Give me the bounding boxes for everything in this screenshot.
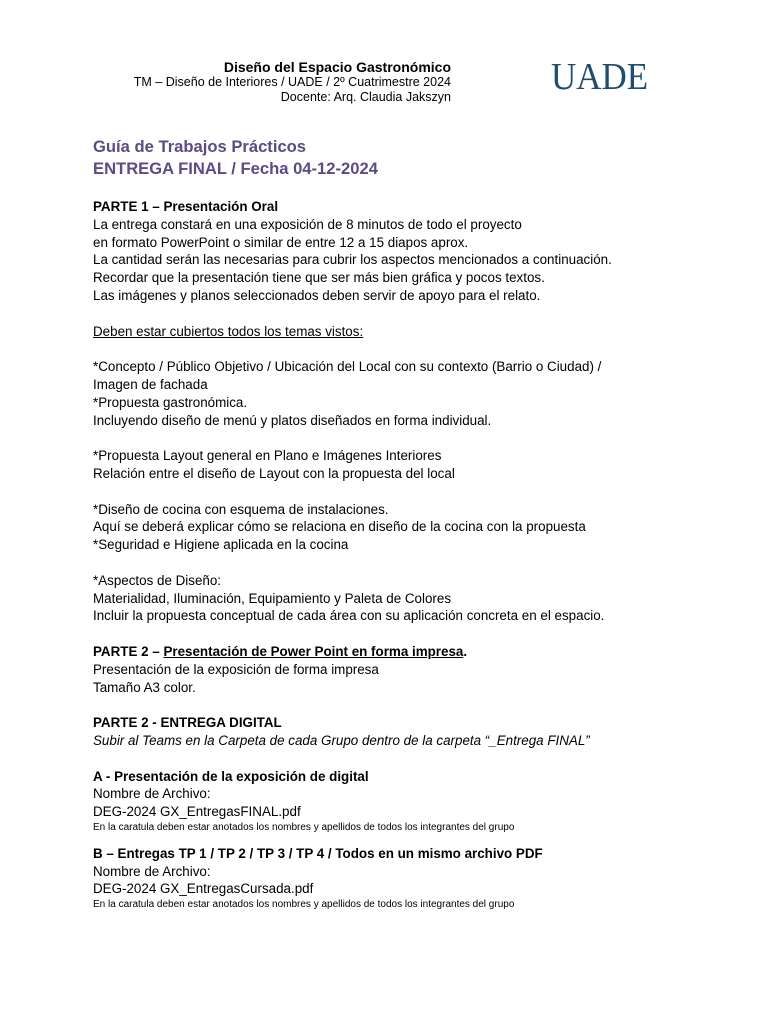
- course-title: Diseño del Espacio Gastronómico: [223, 59, 451, 75]
- document-body: [93, 136, 733, 912]
- topics-heading: Deben estar cubiertos todos los temas vistos:: [93, 323, 364, 339]
- topic-line: Imagen de fachada: [93, 376, 208, 392]
- item-a-heading: A - Presentación de la exposición de digital: [93, 768, 369, 784]
- teacher-name: Docente: Arq. Claudia Jakszyn: [280, 89, 451, 104]
- topic-line: *Propuesta gastronómica.: [93, 394, 248, 410]
- uade-logo: UADE: [551, 56, 649, 98]
- item-b-filename: DEG-2024 GX_EntregasCursada.pdf: [93, 881, 314, 897]
- part1-line: en formato PowerPoint o similar de entre 12 a 15 diapos aprox.: [93, 234, 469, 250]
- part2-digital-heading: PARTE 2 - ENTREGA DIGITAL: [93, 715, 282, 731]
- item-b-label: Nombre de Archivo:: [93, 863, 211, 879]
- item-a-filename: DEG-2024 GX_EntregasFINAL.pdf: [93, 804, 301, 820]
- part2-print-line: Presentación de la exposición de forma impresa: [93, 661, 379, 677]
- topic-line: *Aspectos de Diseño:: [93, 572, 222, 588]
- topic-line: Aquí se deberá explicar cómo se relaciona en diseño de la cocina con la propuesta: [93, 519, 586, 535]
- item-a-label: Nombre de Archivo:: [93, 786, 211, 802]
- topic-line: *Diseño de cocina con esquema de instalaciones.: [93, 501, 389, 517]
- part2-print-suffix: .: [463, 643, 468, 659]
- item-a-note: En la caratula deben estar anotados los nombres y apellidos de todos los integrantes del grupo: [93, 821, 515, 833]
- part2-print-line: Tamaño A3 color.: [93, 679, 196, 695]
- topic-line: Incluyendo diseño de menú y platos diseñados en forma individual.: [93, 412, 492, 428]
- document-header: [0, 59, 451, 104]
- part2-digital-instruction: Subir al Teams en la Carpeta de cada Grupo dentro de la carpeta “_Entrega FINAL”: [93, 732, 590, 748]
- item-b-heading: B – Entregas TP 1 / TP 2 / TP 3 / TP 4 / Todos en un mismo archivo PDF: [93, 845, 543, 861]
- part1-line: Recordar que la presentación tiene que ser más bien gráfica y pocos textos.: [93, 270, 545, 286]
- item-b-note: En la caratula deben estar anotados los nombres y apellidos de todos los integrantes del grupo: [93, 899, 515, 911]
- topic-line: *Concepto / Público Objetivo / Ubicación del Local con su contexto (Barrio o Ciudad) /: [93, 359, 602, 375]
- part1-line: Las imágenes y planos seleccionados deben servir de apoyo para el relato.: [93, 287, 541, 303]
- guide-subtitle: ENTREGA FINAL / Fecha 04-12-2024: [93, 159, 378, 178]
- part1-section: [93, 198, 733, 912]
- part1-line: La cantidad serán las necesarias para cubrir los aspectos mencionados a continuación.: [93, 252, 612, 268]
- topic-line: *Propuesta Layout general en Plano e Imágenes Interiores: [93, 448, 442, 464]
- part1-line: La entrega constará en una exposición de 8 minutos de todo el proyecto: [93, 216, 522, 232]
- part2-print-prefix: PARTE 2 –: [93, 643, 164, 659]
- course-details: TM – Diseño de Interiores / UADE / 2º Cuatrimestre 2024: [133, 75, 451, 89]
- part2-print-heading: [93, 643, 733, 661]
- topic-line: Relación entre el diseño de Layout con la propuesta del local: [93, 465, 455, 481]
- part2-print-underlined: Presentación de Power Point en forma impresa: [163, 643, 464, 659]
- topic-line: *Seguridad e Higiene aplicada en la cocina: [93, 537, 349, 553]
- topic-line: Incluir la propuesta conceptual de cada área con su aplicación concreta en el espacio.: [93, 608, 605, 624]
- topic-line: Materialidad, Iluminación, Equipamiento y Paleta de Colores: [93, 590, 452, 606]
- guide-title: Guía de Trabajos Prácticos: [93, 137, 307, 156]
- part1-heading: PARTE 1 – Presentación Oral: [93, 199, 279, 214]
